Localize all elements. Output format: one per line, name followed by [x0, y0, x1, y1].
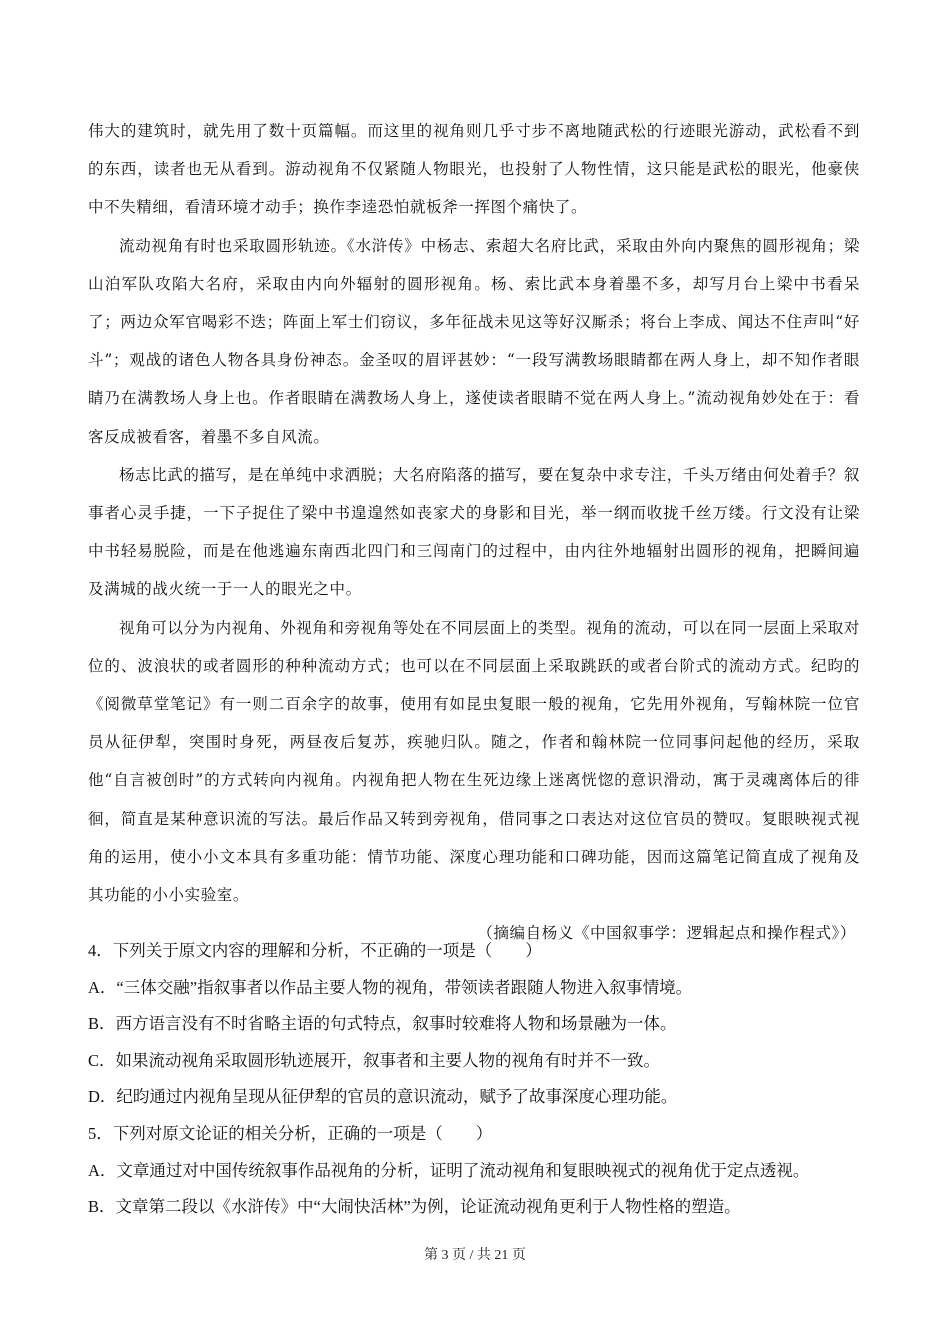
question-4-stem: 4．下列关于原文内容的理解和分析，不正确的一项是（ ）	[88, 941, 542, 960]
question-4-option-d: D．纪昀通过内视角呈现从征伊犁的官员的意识流动，赋予了故事深度心理功能。	[88, 1087, 678, 1107]
question-5-option-a: A．文章通过对中国传统叙事作品视角的分析，证明了流动视角和复眼映视式的视角优于定点透视。	[88, 1160, 810, 1180]
question-4-option-c: C．如果流动视角采取圆形轨迹展开，叙事者和主要人物的视角有时并不一致。	[88, 1050, 661, 1070]
questions-section	[88, 933, 860, 1226]
paragraph-circular-perspective: 流动视角有时也采取圆形轨迹。《水浒传》中杨志、索超大名府比武，采取由外向内聚焦的圆形视角；梁山泊军队攻陷大名府，采取由内向外辐射的圆形视角。杨、索比武本身着墨不多，却写月台上梁中书看呆了；两边众军官喝彩不迭；阵面上军士们窃议，多年征战未见这等好汉厮杀；将台上李成、闻达不住声叫“好斗”；观战的诸色人物各具身份神态。金圣叹的眉评甚妙：“一段写满教场眼睛都在两人身上，却不知作者眼睛乃在满教场人身上也。作者眼睛在满教场人身上，遂使读者眼睛不觉在两人身上。”流动视角妙处在于：看客反成被看客，着墨不多自风流。	[88, 236, 860, 446]
question-4-option-a: A．“三体交融”指叙事者以作品主要人物的视角，带领读者跟随人物进入叙事情境。	[88, 977, 693, 997]
question-5-stem: 5．下列对原文论证的相关分析，正确的一项是（ ）	[88, 1123, 493, 1143]
source-citation: （摘编自杨义《中国叙事学：逻辑起点和操作程式》）	[477, 924, 856, 943]
page-footer: 第 3 页 / 共 21 页	[424, 1248, 526, 1263]
article-body	[88, 112, 860, 952]
paragraph-yang-zhi-duel: 杨志比武的描写，是在单纯中求洒脱；大名府陷落的描写，要在复杂中求专注，千头万绪由何处着手？叙事者心灵手捷，一下子捉住了梁中书遑遑然如丧家犬的身影和目光，举一纲而收拢千丝万缕。行文没有让梁中书轻易脱险，而是在他逃遍东南西北四门和三闯南门的过程中，由内往外地辐射出圆形的视角，把瞬间遍及满城的战火统一于一人的眼光之中。	[88, 465, 860, 599]
paragraph-perspective-types: 视角可以分为内视角、外视角和旁视角等处在不同层面上的类型。视角的流动，可以在同一层面上采取对位的、波浪状的或者圆形的种种流动方式；也可以在不同层面上采取跳跃的或者台阶式的流动方式。纪昀的《阅微草堂笔记》有一则二百余字的故事，使用有如昆虫复眼一般的视角，它先用外视角，写翰林院一位官员从征伊犁，突围时身死，两昼夜后复苏，疾驰归队。随之，作者和翰林院一位同事问起他的经历，采取他“自言被创时”的方式转向内视角。内视角把人物在生死边缘上迷离恍惚的意识滑动，寓于灵魂离体后的徘徊，简直是某种意识流的写法。最后作品又转到旁视角，借同事之口表达对这位官员的赞叹。复眼映视式视角的运用，使小小文本具有多重功能：情节功能、深度心理功能和口碑功能，因而这篇笔记简直成了视角及其功能的小小实验室。	[88, 618, 860, 905]
paragraph-continued: 伟大的建筑时，就先用了数十页篇幅。而这里的视角则几乎寸步不离地随武松的行迹眼光游动，武松看不到的东西，读者也无从看到。游动视角不仅紧随人物眼光，也投射了人物性情，这只能是武松的眼光，他豪侠中不失精细，看清环境才动手；换作李逵恐怕就板斧一挥图个痛快了。	[88, 122, 860, 217]
question-4-option-b: B．西方语言没有不时省略主语的句式特点，叙事时较难将人物和场景融为一体。	[88, 1014, 677, 1034]
question-5-option-b: B．文章第二段以《水浒传》中“大闹快活林”为例，论证流动视角更利于人物性格的塑造。	[88, 1197, 741, 1217]
